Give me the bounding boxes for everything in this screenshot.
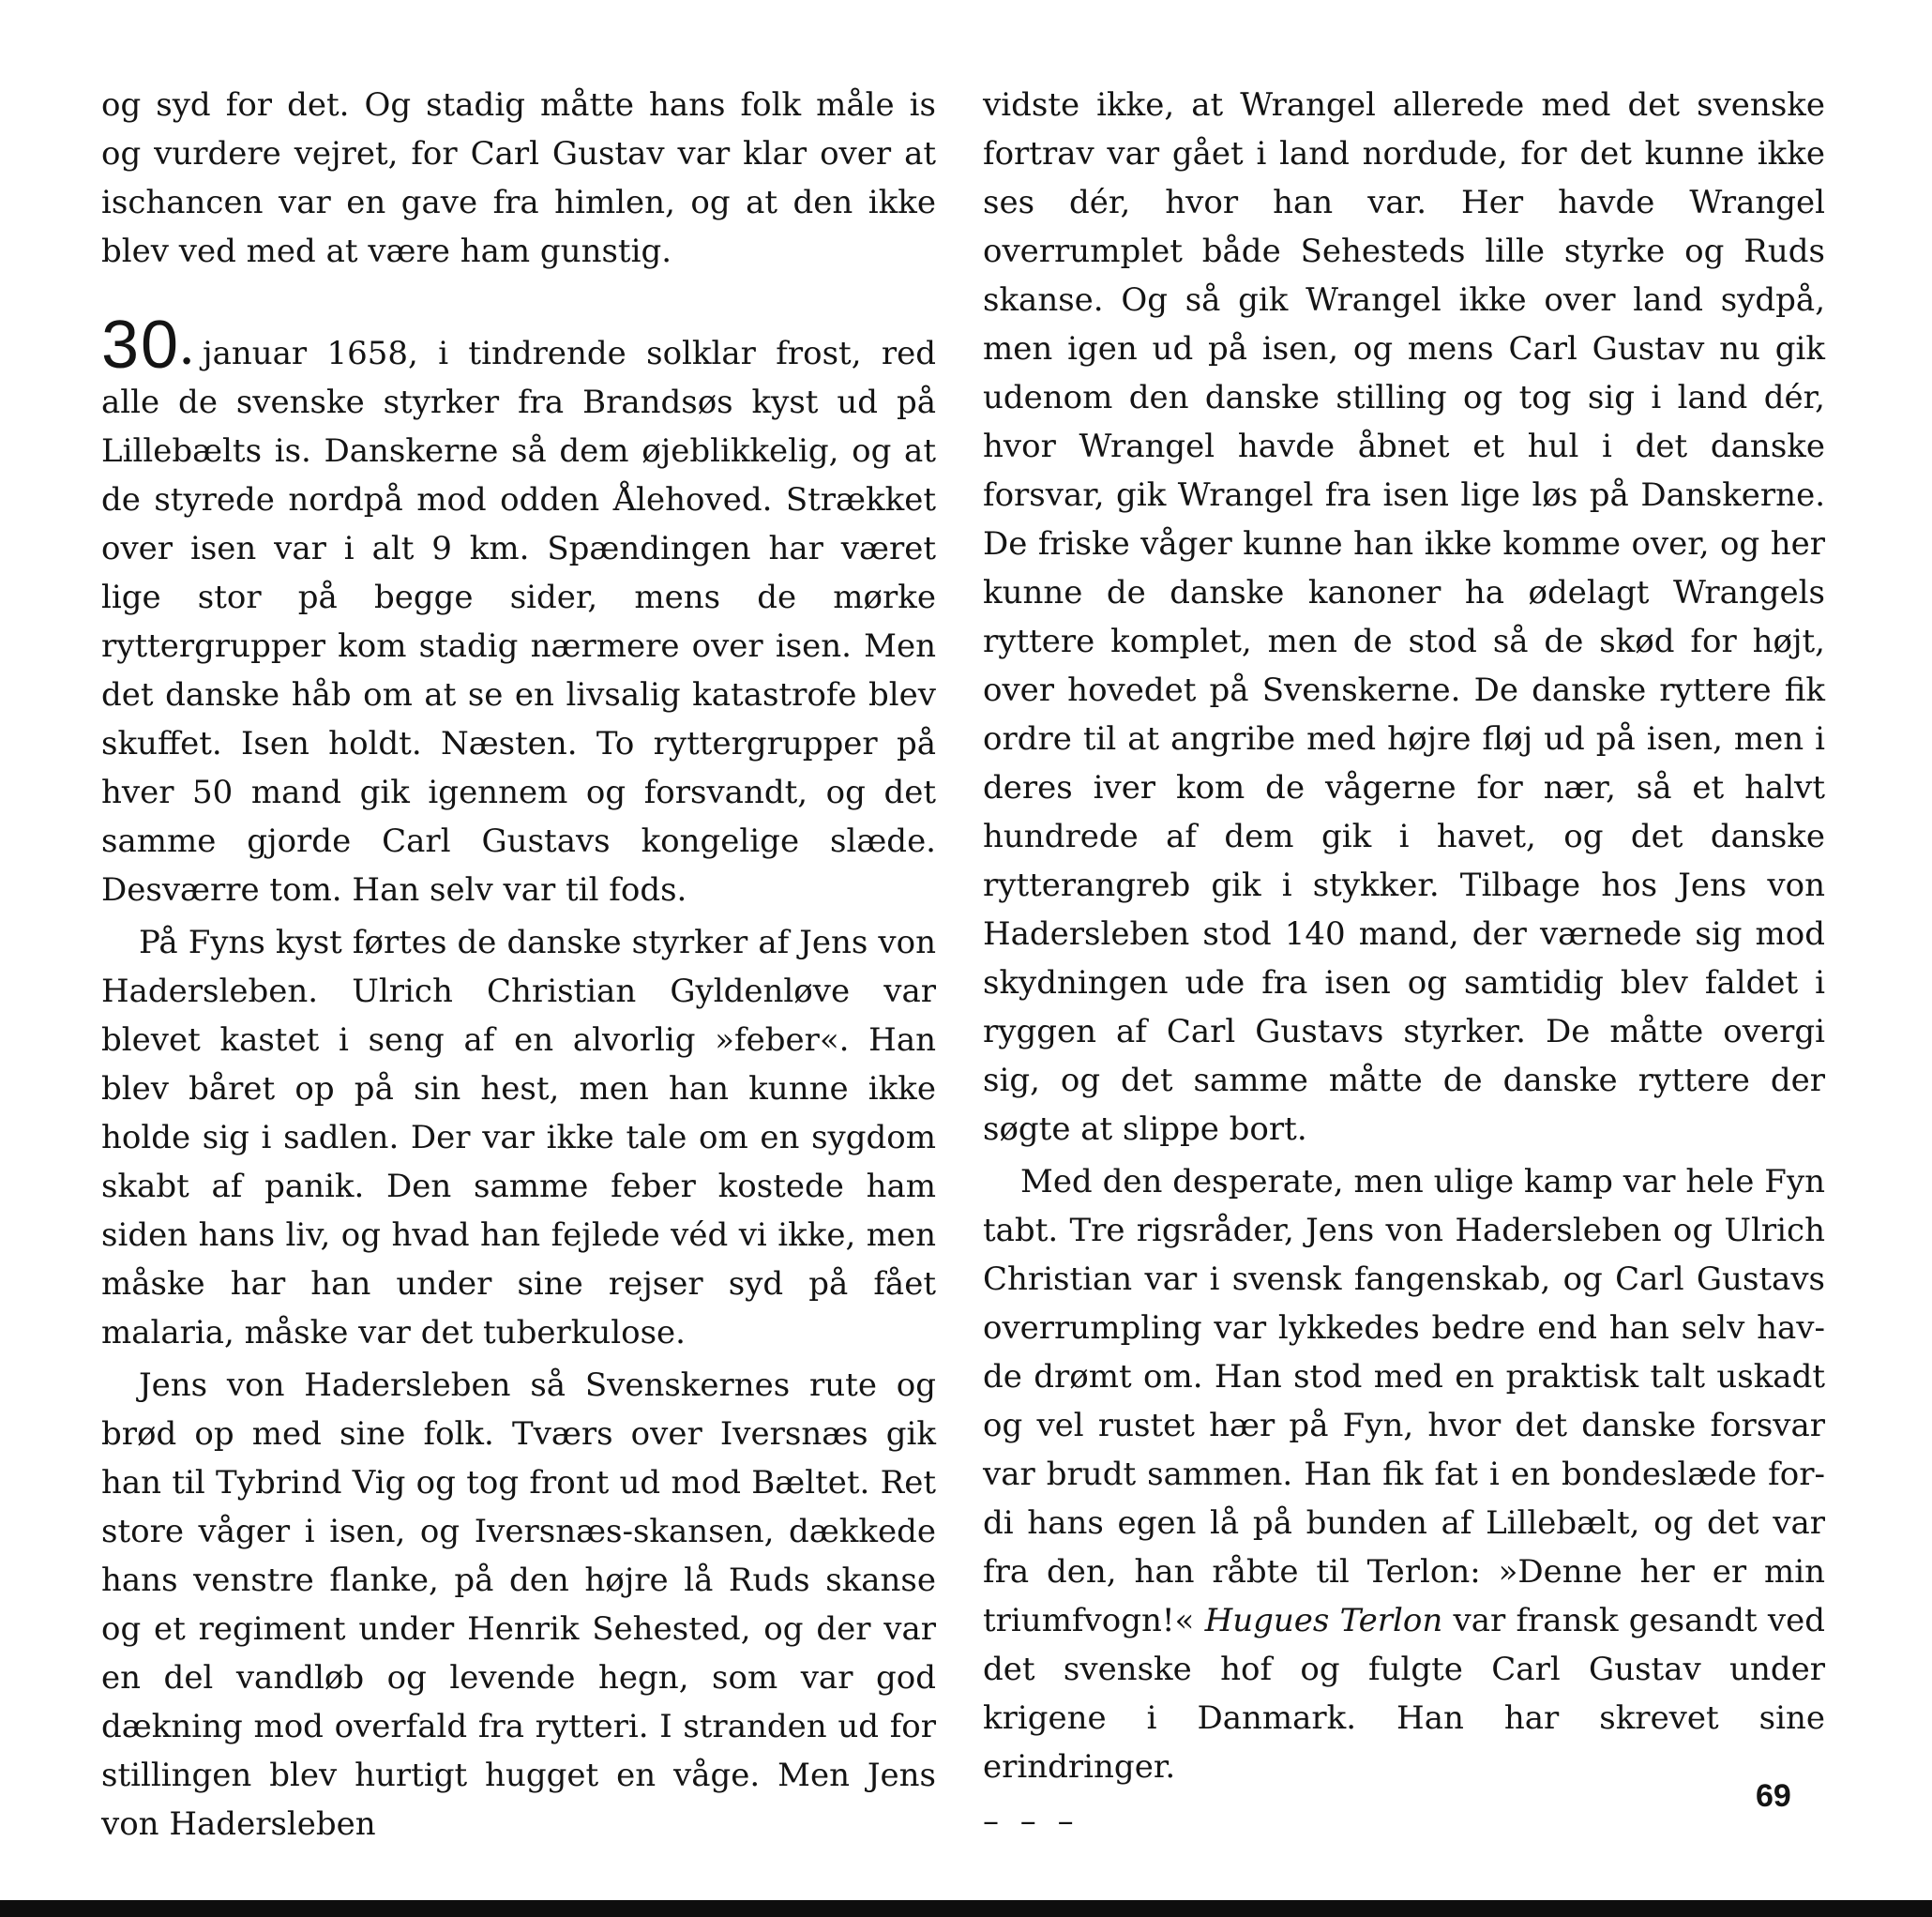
date-drop-number: 30 [101,308,181,383]
date-drop-dot: . [180,329,194,373]
paragraph-wrangel: vidste ikke, at Wrangel allerede med det svenske fortrav var gået i land nordude, for det kunne ikke ses dér, hvor han var. Her havde Wrangel overrumplet både Sehesteds lille styrke og Ruds skanse. Og så gik Wrangel ikke over land sydpå, men igen ud på isen, og mens Carl Gustav nu gik udenom den danske stilling og tog sig i land dér, hvor Wrangel havde åbnet et hul i det danske forsvar, gik Wrangel fra isen lige løs på Danskerne. De friske våger kunne han ikke komme over, og her kunne de danske kanoner ha ødelagt Wrangels ryttere komplet, men de stod så de skød for højt, over hovedet på Svenskerne. De danske ryttere fik ordre til at angribe med højre fløj ud på isen, men i deres iver kom de vågerne for nær, så et halvt hundrede af dem gik i havet, og det danske rytterangreb gik i stykker. Tilbage hos Jens von Hadersleben stod 140 mand, der værnede sig mod skydningen ude fra isen og samtidig blev faldet i ryggen af Carl Gustavs styrker. De måtte overgi sig, og det samme måtte de danske ryttere der søgte at slippe bort. [983,86,1825,1148]
paragraph-ice-chance: og syd for det. Og stadig måtte hans folk måle is og vurdere vejret, for Carl Gustav var klar over at ischancen var en gave fra himlen, og at den ikke blev ved med at være ham gunstig. [101,86,936,270]
page-number: 69 [1756,1778,1791,1814]
paragraph-hadersleben-route: Jens von Hadersleben så Svenskernes rute og brød op med sine folk. Tværs over Iversnæs gik han til Tybrind Vig og tog front ud mod Bæltet. Ret store våger i isen, og Iversnæs-skansen, dækkede hans venstre flanke, på den højre lå Ruds skanse og et regiment under Henrik Sehested, og der var en del vandløb og levende hegn, som var god dækning mod overfald fra rytteri. I stranden ud for stillingen blev hurtigt hugget en våge. Men Jens von Hadersleben [101,1366,936,1843]
section-end-dashes: – – – [983,1803,1079,1840]
left-column [101,81,936,1849]
paragraph-january-text: januar 1658, i tindrende solklar frost, red alle de svenske styrker fra Brandsøs kyst ud på Lillebælts is. Danskerne så dem øjeblikkelig, og at de styrede nordpå mod odden Ålehoved. Strækket over isen var i alt 9 km. Spændingen har været lige stor på begge sider, mens de mørke ryttergrupper kom stadig nærmere over isen. Men det danske håb om at se en livsalig katastrofe blev skuffet. Isen holdt. Næsten. To ryttergrupper på hver 50 mand gik igennem og forsvandt, og det samme gjorde Carl Gustavs kongelige slæde. Desværre tom. Han selv var til fods. [101,335,936,909]
terlon-name: Hugues Terlon [1204,1602,1443,1639]
paragraph-january-crossing [101,308,936,914]
paragraph-fyn-lost-end: var fransk gesandt ved det svenske hof og fulgte Carl Gustav under krigene i Danmark. Han har skrevet sine erindringer. [983,1602,1826,1786]
paragraph-fyn-lost-text: Med den desperate, men ulige kamp var hele Fyn tabt. Tre rigsråder, Jens von Hadersleben og Ulrich Christian var i svensk fangenskab, og Carl Gustavs overrumpling var lykkedes bedre end han selv havde drømt om. Han stod med en praktisk talt uskadt og vel rustet hær på Fyn, hvor det danske forsvar var brudt sammen. Han fik fat i en bondeslæde fordi hans egen lå på bunden af Lillebælt, og det var fra den, han råbte til Terlon: »Denne her er min triumfvogn!« [983,1163,1825,1639]
scan-bottom-edge [0,1900,1932,1917]
right-column [983,81,1825,1846]
paragraph-fyn-coast: På Fyns kyst førtes de danske styrker af Jens von Hadersleben. Ulrich Christian Gyldenløve var blevet kastet i seng af en alvorlig »feber«. Han blev båret op på sin hest, men han kunne ikke holde sig i sadlen. Der var ikke tale om en sygdom skabt af panik. Den samme feber kostede ham siden hans liv, og hvad han fejlede véd vi ikke, men måske har han under sine rejser syd på fået malaria, måske var det tuberkulose. [101,924,936,1351]
paragraph-fyn-lost [983,1157,1825,1791]
